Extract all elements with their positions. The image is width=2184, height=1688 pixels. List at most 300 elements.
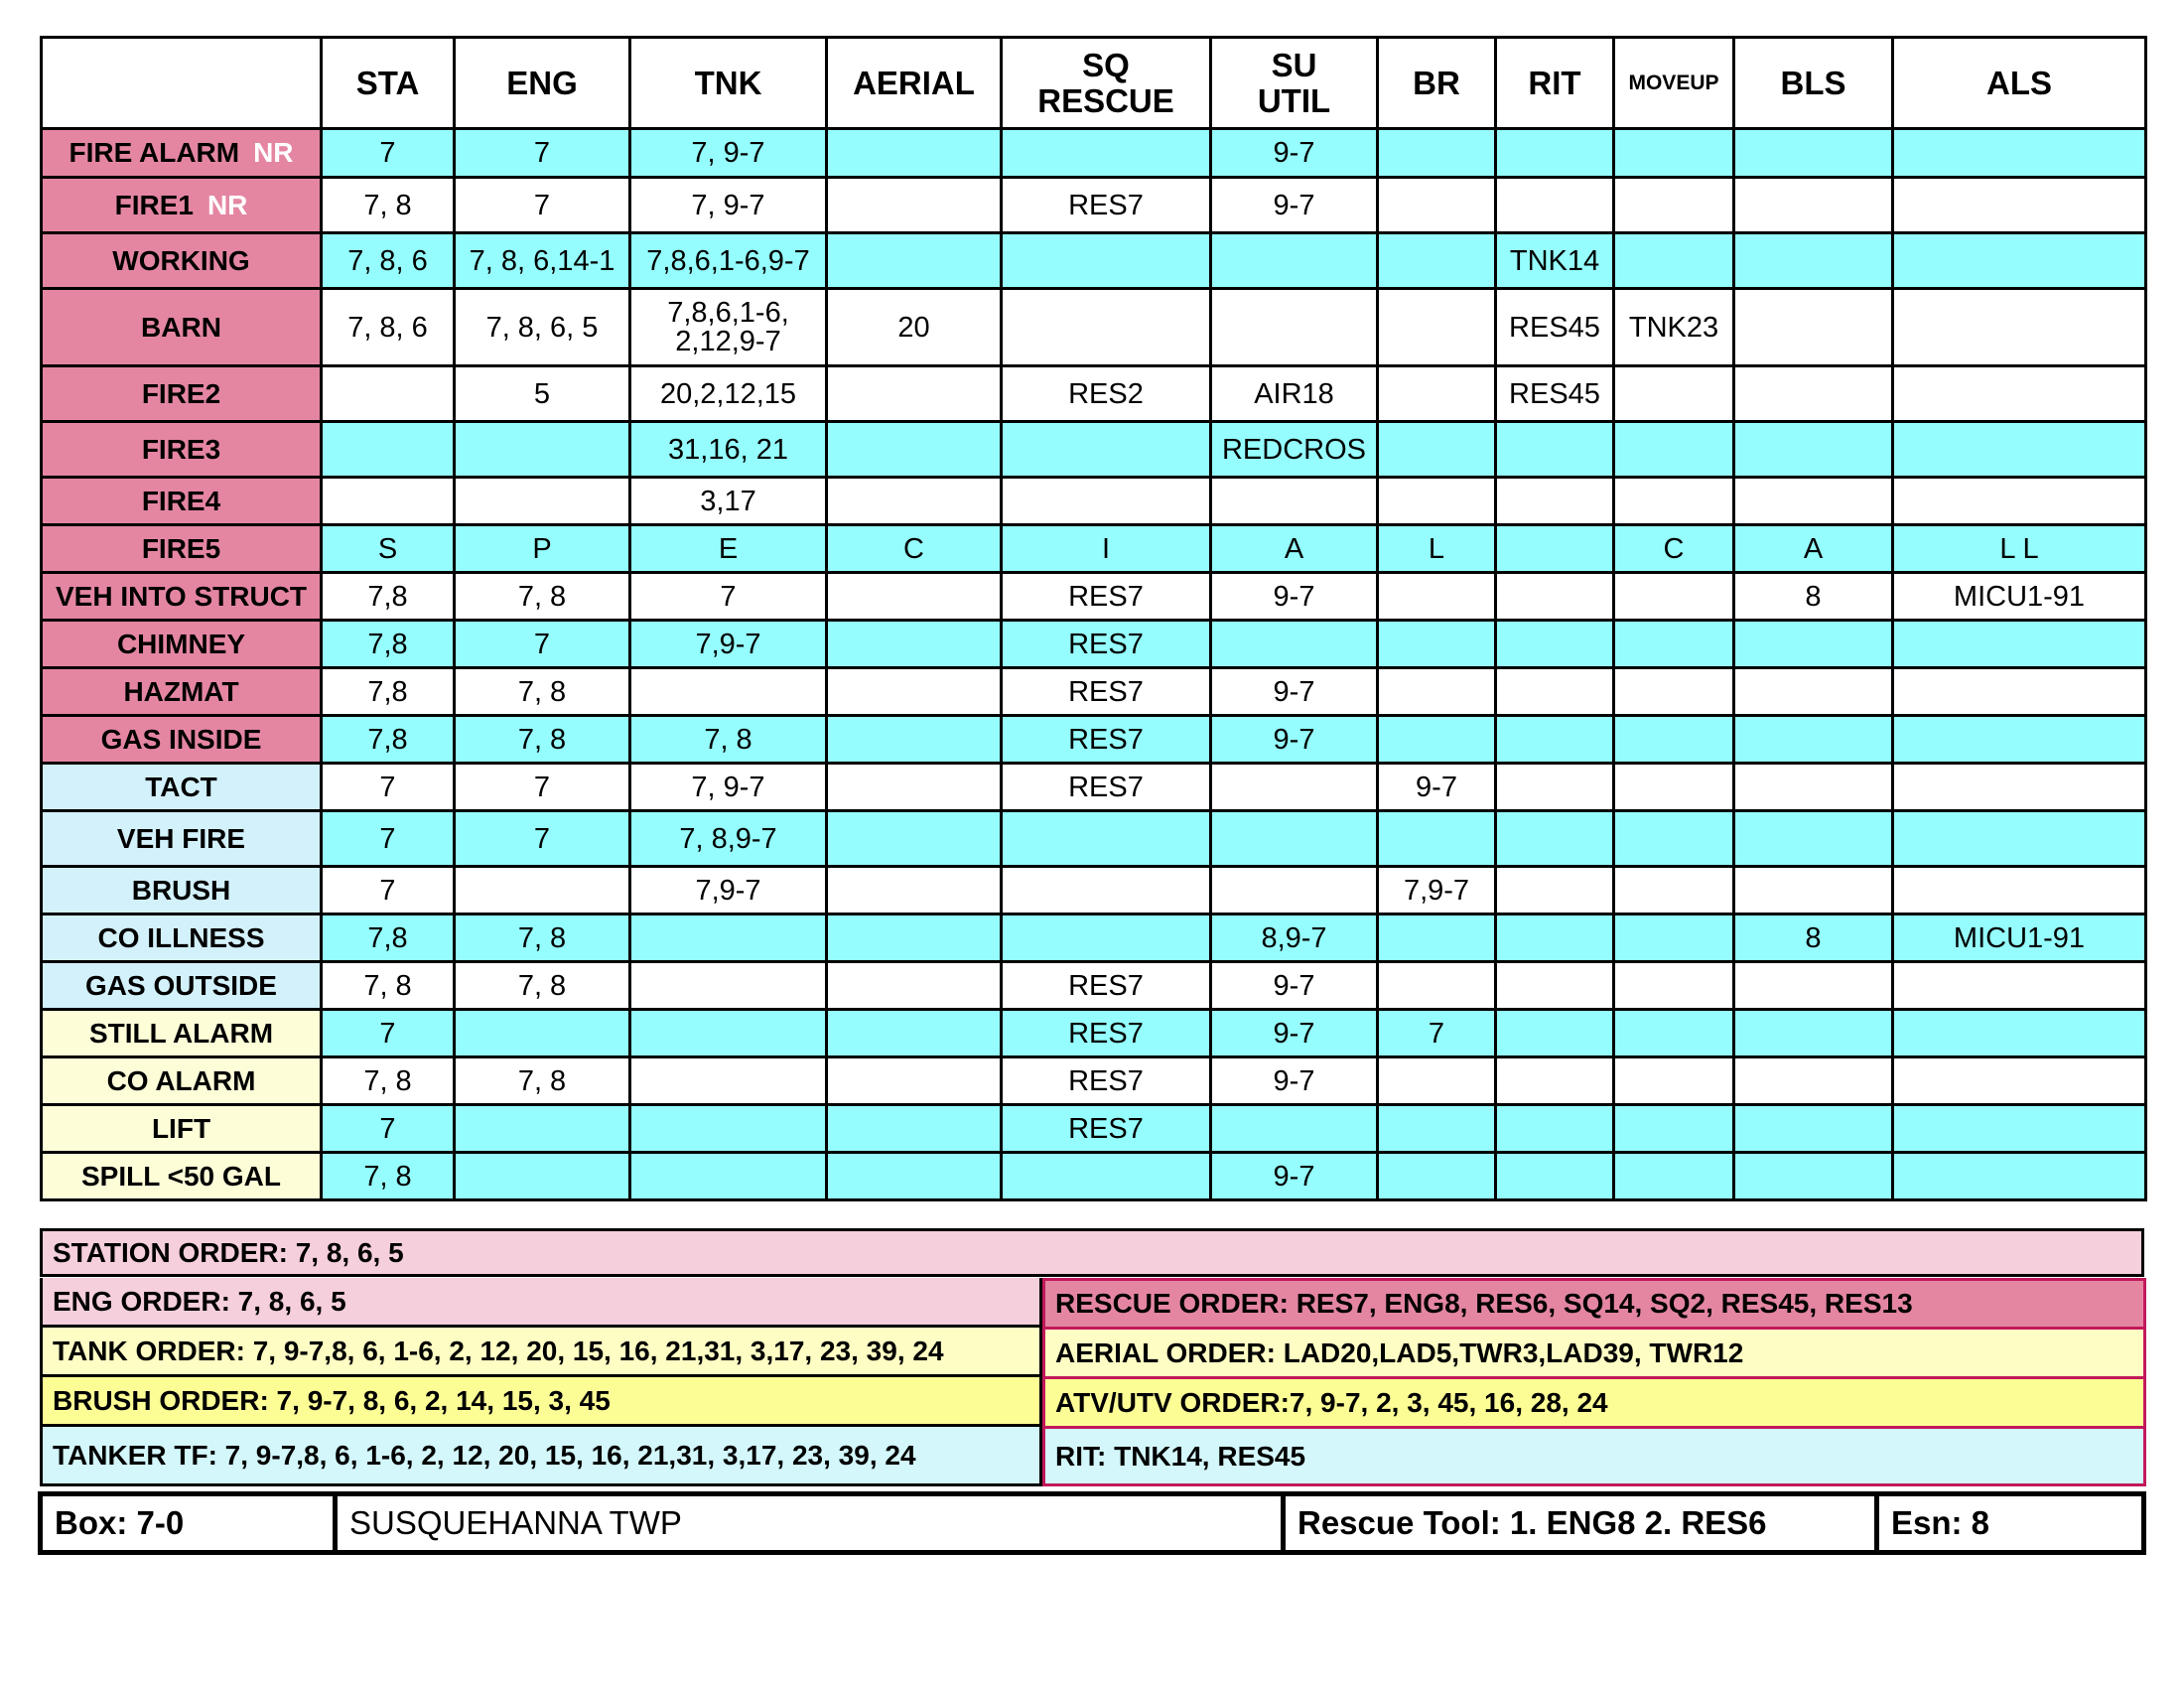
- table-cell: [827, 366, 1002, 422]
- table-cell: [1734, 716, 1893, 764]
- row-label-text: VEH FIRE: [116, 822, 246, 854]
- table-cell: I: [1002, 525, 1211, 573]
- row-label: [42, 366, 322, 422]
- table-cell: [1002, 867, 1211, 914]
- row-label: [42, 289, 322, 366]
- row-label-text: LIFT: [151, 1112, 211, 1144]
- table-cell: 7: [322, 867, 455, 914]
- table-cell: [827, 1153, 1002, 1200]
- table-cell: 7, 8: [455, 962, 630, 1010]
- table-cell: [1378, 668, 1496, 716]
- table-cell: [827, 716, 1002, 764]
- table-cell: [1734, 289, 1893, 366]
- table-cell: [1734, 1010, 1893, 1057]
- table-cell: [1211, 1105, 1378, 1153]
- table-cell: RES7: [1002, 764, 1211, 811]
- table-row: [42, 668, 2146, 716]
- table-row: [42, 233, 2146, 289]
- table-cell: [322, 478, 455, 525]
- table-cell: [1496, 1105, 1614, 1153]
- table-cell: [1378, 1105, 1496, 1153]
- column-header: SQ RESCUE: [1002, 38, 1211, 129]
- row-label: [42, 1153, 322, 1200]
- table-cell: 7,8: [322, 914, 455, 962]
- table-row: [42, 621, 2146, 668]
- table-cell: [630, 962, 827, 1010]
- column-header: SU UTIL: [1211, 38, 1378, 129]
- table-cell: [1378, 422, 1496, 478]
- row-label: [42, 621, 322, 668]
- table-cell: RES7: [1002, 1057, 1211, 1105]
- table-cell: [1893, 867, 2146, 914]
- table-row: [42, 525, 2146, 573]
- row-label-text: FIRE1: [114, 189, 194, 220]
- row-label: [42, 867, 322, 914]
- table-cell: [1378, 962, 1496, 1010]
- response-grid: [40, 36, 2147, 1201]
- row-label: [42, 478, 322, 525]
- table-cell: [1734, 129, 1893, 178]
- table-cell: RES7: [1002, 716, 1211, 764]
- column-header: TNK: [630, 38, 827, 129]
- table-cell: [1893, 289, 2146, 366]
- table-cell: [1614, 178, 1734, 233]
- table-cell: MICU1-91: [1893, 573, 2146, 621]
- table-row: [42, 1153, 2146, 1200]
- table-cell: [1496, 764, 1614, 811]
- table-cell: [1378, 716, 1496, 764]
- table-cell: [827, 233, 1002, 289]
- table-cell: 7: [322, 764, 455, 811]
- table-cell: [1893, 668, 2146, 716]
- table-cell: [827, 478, 1002, 525]
- township-name: SUSQUEHANNA TWP: [338, 1496, 1286, 1550]
- table-cell: [1893, 1153, 2146, 1200]
- tank-order: TANK ORDER: 7, 9-7,8, 6, 1-6, 2, 12, 20, 15, 16, 21,31, 3,17, 23, 39, 24: [40, 1328, 1042, 1377]
- table-cell: [1496, 716, 1614, 764]
- column-header: BR: [1378, 38, 1496, 129]
- table-cell: [1002, 233, 1211, 289]
- table-row: [42, 422, 2146, 478]
- table-cell: 9-7: [1211, 716, 1378, 764]
- column-header: BLS: [1734, 38, 1893, 129]
- table-cell: [1378, 178, 1496, 233]
- table-row: [42, 811, 2146, 867]
- table-cell: 9-7: [1211, 129, 1378, 178]
- table-cell: [455, 422, 630, 478]
- table-cell: [1893, 1010, 2146, 1057]
- table-cell: [1614, 621, 1734, 668]
- table-cell: C: [1614, 525, 1734, 573]
- table-cell: 9-7: [1211, 1010, 1378, 1057]
- table-cell: [827, 1010, 1002, 1057]
- table-cell: [630, 1105, 827, 1153]
- table-cell: [1496, 573, 1614, 621]
- table-cell: RES7: [1002, 621, 1211, 668]
- table-row: [42, 867, 2146, 914]
- table-cell: [1893, 716, 2146, 764]
- table-cell: 20,2,12,15: [630, 366, 827, 422]
- table-cell: [1734, 478, 1893, 525]
- table-cell: RES7: [1002, 962, 1211, 1010]
- table-cell: S: [322, 525, 455, 573]
- table-cell: [1893, 178, 2146, 233]
- row-label: [42, 764, 322, 811]
- table-cell: [1614, 1153, 1734, 1200]
- table-cell: [455, 1010, 630, 1057]
- table-row: [42, 129, 2146, 178]
- eng-order: ENG ORDER: 7, 8, 6, 5: [40, 1278, 1042, 1328]
- table-cell: [827, 867, 1002, 914]
- table-cell: [630, 668, 827, 716]
- table-cell: [455, 1105, 630, 1153]
- box-number: Box: 7-0: [43, 1496, 338, 1550]
- table-cell: [455, 1153, 630, 1200]
- row-label-text: CHIMNEY: [116, 628, 246, 659]
- esn-number: Esn: 8: [1891, 1504, 1990, 1541]
- table-cell: RES7: [1002, 668, 1211, 716]
- table-row: [42, 289, 2146, 366]
- table-cell: [1378, 621, 1496, 668]
- table-cell: [1378, 914, 1496, 962]
- table-cell: 8: [1734, 914, 1893, 962]
- row-label-text: CO ALARM: [106, 1064, 256, 1096]
- table-cell: [1734, 764, 1893, 811]
- table-cell: [1496, 1057, 1614, 1105]
- table-cell: TNK23: [1614, 289, 1734, 366]
- row-label: [42, 129, 322, 178]
- row-label-text: STILL ALARM: [88, 1017, 274, 1049]
- table-cell: 7,8: [322, 621, 455, 668]
- table-cell: [1211, 764, 1378, 811]
- table-cell: [1734, 867, 1893, 914]
- table-cell: [1496, 422, 1614, 478]
- table-cell: [1002, 422, 1211, 478]
- table-cell: RES45: [1496, 289, 1614, 366]
- row-label-text: CO ILLNESS: [97, 921, 265, 953]
- table-cell: [1002, 289, 1211, 366]
- table-cell: 7,8: [322, 668, 455, 716]
- table-cell: [1211, 811, 1378, 867]
- row-label: [42, 668, 322, 716]
- table-cell: [1002, 129, 1211, 178]
- column-header: ENG: [455, 38, 630, 129]
- table-cell: 9-7: [1378, 764, 1496, 811]
- table-cell: RES7: [1002, 1010, 1211, 1057]
- table-cell: 7, 8: [455, 573, 630, 621]
- table-row: [42, 1010, 2146, 1057]
- table-cell: [1614, 422, 1734, 478]
- table-cell: [1614, 867, 1734, 914]
- table-cell: [1893, 1057, 2146, 1105]
- table-row: [42, 366, 2146, 422]
- table-cell: [1378, 478, 1496, 525]
- table-cell: [630, 914, 827, 962]
- row-label-text: FIRE ALARM: [68, 137, 240, 168]
- table-cell: 7: [322, 811, 455, 867]
- table-cell: [1614, 478, 1734, 525]
- footer-bar: [38, 1491, 2146, 1555]
- table-cell: L L: [1893, 525, 2146, 573]
- table-cell: [1614, 1010, 1734, 1057]
- table-cell: [1734, 1153, 1893, 1200]
- column-header: ALS: [1893, 38, 2146, 129]
- header-row: [42, 38, 2146, 129]
- table-cell: [1496, 621, 1614, 668]
- table-cell: 5: [455, 366, 630, 422]
- row-label: [42, 1057, 322, 1105]
- row-label: [42, 422, 322, 478]
- table-cell: [1734, 962, 1893, 1010]
- table-cell: [1734, 1057, 1893, 1105]
- table-row: [42, 716, 2146, 764]
- table-cell: 7,8,6,1-6,9-7: [630, 233, 827, 289]
- table-cell: [1002, 811, 1211, 867]
- table-cell: [1614, 233, 1734, 289]
- table-cell: 7: [455, 764, 630, 811]
- table-cell: [1614, 716, 1734, 764]
- row-label-text: VEH INTO STRUCT: [55, 580, 308, 612]
- table-cell: 7, 8, 6, 5: [455, 289, 630, 366]
- atv-utv-order: ATV/UTV ORDER:7, 9-7, 2, 3, 45, 16, 28, 24: [1042, 1379, 2146, 1429]
- table-cell: 7, 8: [455, 668, 630, 716]
- table-cell: [1734, 1105, 1893, 1153]
- table-cell: [1496, 525, 1614, 573]
- table-row: [42, 914, 2146, 962]
- table-cell: [1378, 233, 1496, 289]
- table-cell: 9-7: [1211, 668, 1378, 716]
- table-cell: [1614, 366, 1734, 422]
- nr-tag: NR: [206, 189, 248, 220]
- table-cell: 9-7: [1211, 178, 1378, 233]
- table-cell: [1002, 1153, 1211, 1200]
- table-cell: [1893, 129, 2146, 178]
- table-cell: [1614, 811, 1734, 867]
- row-label-text: TACT: [145, 771, 217, 802]
- table-cell: [1893, 621, 2146, 668]
- table-cell: [827, 621, 1002, 668]
- table-cell: [1893, 764, 2146, 811]
- nr-tag: NR: [253, 137, 294, 168]
- table-cell: 31,16, 21: [630, 422, 827, 478]
- tanker-tf: TANKER TF: 7, 9-7,8, 6, 1-6, 2, 12, 20, 15, 16, 21,31, 3,17, 23, 39, 24: [40, 1427, 1042, 1486]
- table-cell: 7, 8: [630, 716, 827, 764]
- row-label-text: FIRE5: [141, 532, 221, 564]
- table-cell: [1893, 233, 2146, 289]
- row-label: [42, 178, 322, 233]
- table-cell: [322, 366, 455, 422]
- table-cell: MICU1-91: [1893, 914, 2146, 962]
- table-cell: [1893, 422, 2146, 478]
- table-cell: 7, 8: [455, 914, 630, 962]
- table-cell: [455, 478, 630, 525]
- table-row: [42, 478, 2146, 525]
- table-cell: [1378, 366, 1496, 422]
- row-label: [42, 811, 322, 867]
- column-header: STA: [322, 38, 455, 129]
- table-cell: [827, 1105, 1002, 1153]
- table-cell: 9-7: [1211, 573, 1378, 621]
- table-cell: [1734, 233, 1893, 289]
- table-cell: [1211, 289, 1378, 366]
- table-cell: 7: [455, 811, 630, 867]
- table-cell: [827, 422, 1002, 478]
- table-cell: [630, 1010, 827, 1057]
- table-cell: [1893, 962, 2146, 1010]
- table-cell: [1734, 811, 1893, 867]
- table-cell: 7, 8: [322, 178, 455, 233]
- table-cell: 8,9-7: [1211, 914, 1378, 962]
- row-label: [42, 914, 322, 962]
- row-label: [42, 525, 322, 573]
- table-cell: [1893, 478, 2146, 525]
- table-cell: A: [1211, 525, 1378, 573]
- table-cell: 7, 8, 6,14-1: [455, 233, 630, 289]
- table-cell: 7, 9-7: [630, 764, 827, 811]
- table-cell: 7, 8: [455, 716, 630, 764]
- table-cell: 7: [322, 129, 455, 178]
- row-label-text: SPILL <50 GAL: [81, 1160, 281, 1192]
- column-header: AERIAL: [827, 38, 1002, 129]
- table-cell: [1614, 962, 1734, 1010]
- table-cell: 9-7: [1211, 962, 1378, 1010]
- table-cell: 7,9-7: [1378, 867, 1496, 914]
- row-label-text: FIRE2: [141, 377, 221, 409]
- table-cell: 9-7: [1211, 1153, 1378, 1200]
- table-cell: [1734, 621, 1893, 668]
- table-cell: [322, 422, 455, 478]
- row-label: [42, 1010, 322, 1057]
- row-label: [42, 716, 322, 764]
- table-cell: [1614, 668, 1734, 716]
- rescue-tool: Rescue Tool: 1. ENG8 2. RES6: [1286, 1496, 1879, 1550]
- row-label-text: HAZMAT: [123, 675, 239, 707]
- table-cell: 7, 9-7: [630, 129, 827, 178]
- table-cell: [1496, 178, 1614, 233]
- table-cell: 3,17: [630, 478, 827, 525]
- table-row: [42, 573, 2146, 621]
- table-cell: [1614, 764, 1734, 811]
- table-cell: [1378, 289, 1496, 366]
- table-cell: RES7: [1002, 1105, 1211, 1153]
- column-header: RIT: [1496, 38, 1614, 129]
- column-header: MOVEUP: [1614, 38, 1734, 129]
- table-cell: RES7: [1002, 178, 1211, 233]
- rescue-order: RESCUE ORDER: RES7, ENG8, RES6, SQ14, SQ2, RES45, RES13: [1042, 1278, 2146, 1330]
- table-cell: [1378, 129, 1496, 178]
- table-cell: 7: [455, 621, 630, 668]
- table-cell: [1496, 668, 1614, 716]
- row-label: [42, 573, 322, 621]
- table-cell: [1496, 478, 1614, 525]
- table-cell: [630, 1057, 827, 1105]
- row-label-text: FIRE3: [141, 433, 221, 465]
- table-cell: [1211, 621, 1378, 668]
- table-cell: [1002, 914, 1211, 962]
- table-cell: 9-7: [1211, 1057, 1378, 1105]
- row-label: [42, 233, 322, 289]
- table-cell: [1614, 1057, 1734, 1105]
- table-cell: [1496, 914, 1614, 962]
- station-order: STATION ORDER: 7, 8, 6, 5: [40, 1228, 2144, 1277]
- table-cell: [1378, 573, 1496, 621]
- table-cell: [827, 962, 1002, 1010]
- table-cell: RES45: [1496, 366, 1614, 422]
- table-cell: C: [827, 525, 1002, 573]
- table-cell: [1496, 1010, 1614, 1057]
- table-cell: REDCROS: [1211, 422, 1378, 478]
- table-row: [42, 178, 2146, 233]
- table-cell: [1378, 1153, 1496, 1200]
- table-cell: [1614, 573, 1734, 621]
- table-cell: P: [455, 525, 630, 573]
- table-cell: [827, 811, 1002, 867]
- table-cell: [827, 573, 1002, 621]
- table-cell: 7: [455, 178, 630, 233]
- table-cell: [1002, 478, 1211, 525]
- table-cell: [1496, 811, 1614, 867]
- table-cell: 7: [1378, 1010, 1496, 1057]
- table-cell: 7, 8: [455, 1057, 630, 1105]
- table-cell: [1614, 129, 1734, 178]
- row-label: [42, 1105, 322, 1153]
- table-cell: [1211, 233, 1378, 289]
- table-row: [42, 962, 2146, 1010]
- table-cell: [1496, 129, 1614, 178]
- table-cell: 7,8: [322, 716, 455, 764]
- table-cell: [1211, 478, 1378, 525]
- table-cell: 7: [322, 1105, 455, 1153]
- table-row: [42, 1057, 2146, 1105]
- table-cell: [1734, 668, 1893, 716]
- row-label-text: GAS INSIDE: [100, 723, 262, 755]
- table-cell: [1496, 867, 1614, 914]
- table-cell: [1211, 867, 1378, 914]
- table-cell: A: [1734, 525, 1893, 573]
- table-cell: [827, 668, 1002, 716]
- table-cell: L: [1378, 525, 1496, 573]
- table-cell: 8: [1734, 573, 1893, 621]
- row-label-text: FIRE4: [141, 485, 221, 516]
- table-cell: [1378, 1057, 1496, 1105]
- table-cell: [827, 129, 1002, 178]
- table-cell: [1614, 914, 1734, 962]
- table-cell: 7, 8: [322, 962, 455, 1010]
- table-cell: [1614, 1105, 1734, 1153]
- table-cell: [1893, 811, 2146, 867]
- table-cell: RES2: [1002, 366, 1211, 422]
- table-cell: TNK14: [1496, 233, 1614, 289]
- table-cell: 7,8,6,1-6, 2,12,9-7: [630, 289, 827, 366]
- table-cell: [1378, 811, 1496, 867]
- table-cell: [1496, 962, 1614, 1010]
- table-cell: [1734, 422, 1893, 478]
- table-cell: E: [630, 525, 827, 573]
- row-label-text: WORKING: [112, 244, 250, 276]
- table-cell: 7,9-7: [630, 621, 827, 668]
- row-label-text: GAS OUTSIDE: [85, 969, 277, 1001]
- row-label: [42, 962, 322, 1010]
- table-cell: [827, 1057, 1002, 1105]
- table-cell: 7,8: [322, 573, 455, 621]
- table-cell: 7: [455, 129, 630, 178]
- table-cell: [1496, 1153, 1614, 1200]
- table-cell: 7, 8,9-7: [630, 811, 827, 867]
- table-cell: RES7: [1002, 573, 1211, 621]
- table-cell: [827, 914, 1002, 962]
- table-cell: 20: [827, 289, 1002, 366]
- table-cell: [1734, 366, 1893, 422]
